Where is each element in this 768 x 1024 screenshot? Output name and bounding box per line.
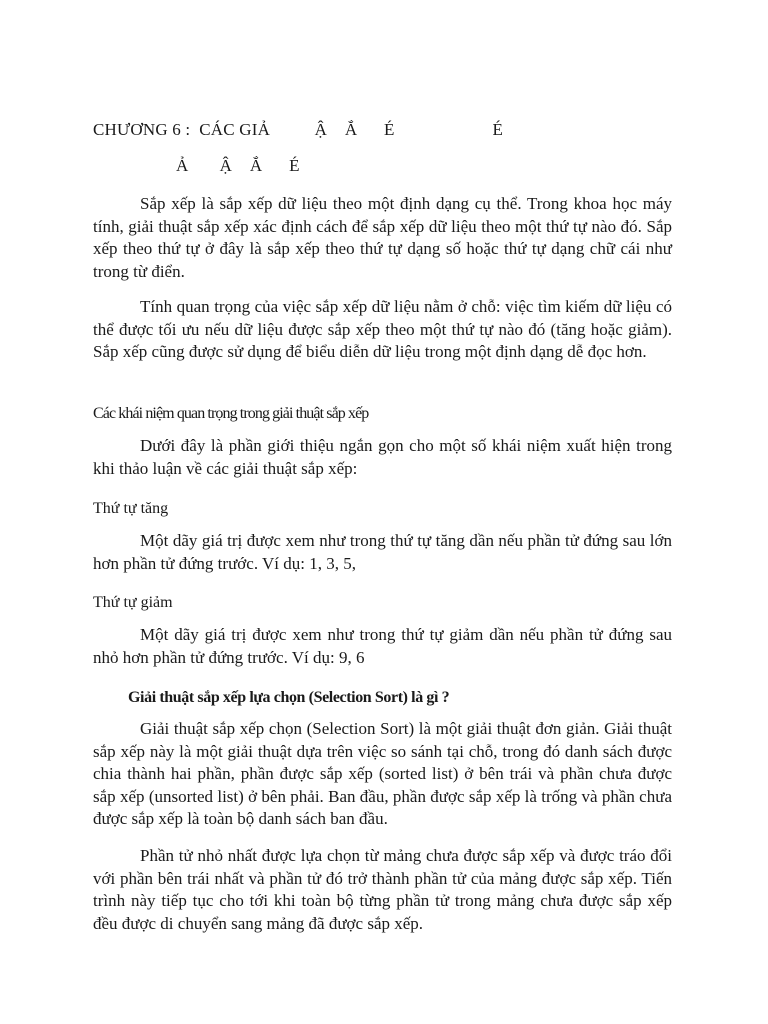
subheading-ascending-order: Thứ tự tăng bbox=[93, 500, 169, 517]
paragraph-selection-sort-process: Phần tử nhỏ nhất được lựa chọn từ mảng chưa được sắp xếp và được tráo đổi với phần bên trái nhất và phần tử đó trở thành phần tử của mảng được sắp xếp. Tiến trình này tiếp tục cho tới khi toàn bộ từng phần tử trong mảng chưa được sắp xếp đều được di chuyển sang mảng đã được sắp xếp. bbox=[93, 846, 672, 933]
chapter-title-line-1: CHƯƠNG 6 : CÁC GIẢ Ậ Ắ É É bbox=[93, 120, 504, 139]
paragraph-sorting-importance: Tính quan trọng của việc sắp xếp dữ liệu nằm ở chỗ: việc tìm kiếm dữ liệu có thể được tối ưu nếu dữ liệu được sắp xếp theo một thứ tự nào đó (tăng hoặc giảm). Sắp xếp cũng được sử dụng để biểu diễn dữ liệu trong một định dạng dễ đọc hơn. bbox=[93, 297, 672, 362]
paragraph-sorting-definition: Sắp xếp là sắp xếp dữ liệu theo một định dạng cụ thể. Trong khoa học máy tính, giải thuật sắp xếp xác định cách để sắp xếp dữ liệu theo một thứ tự nào đó. Sắp xếp theo thứ tự ở đây là sắp xếp theo thứ tự dạng số hoặc thứ tự dạng chữ cái như trong từ điển. bbox=[93, 194, 672, 281]
paragraph-selection-sort-definition: Giải thuật sắp xếp chọn (Selection Sort) là một giải thuật đơn giản. Giải thuật sắp xếp này là một giải thuật dựa trên việc so sánh tại chỗ, trong đó danh sách được chia thành hai phần, phần được sắp xếp (sorted list) ở bên trái và phần chưa được sắp xếp (unsorted list) ở bên phải. Ban đầu, phần được sắp xếp là trống và phần chưa được sắp xếp là toàn bộ danh sách ban đầu. bbox=[93, 719, 672, 829]
paragraph-descending-order: Một dãy giá trị được xem như trong thứ tự giảm dần nếu phần tử đứng sau nhỏ hơn phần tử đứng trước. Ví dụ: 9, 6 bbox=[93, 625, 672, 667]
paragraph-ascending-order: Một dãy giá trị được xem như trong thứ tự tăng dần nếu phần tử đứng sau lớn hơn phần tử đứng trước. Ví dụ: 1, 3, 5, bbox=[93, 531, 672, 573]
paragraph-concepts-intro: Dưới đây là phần giới thiệu ngắn gọn cho một số khái niệm xuất hiện trong khi thảo luận về các giải thuật sắp xếp: bbox=[93, 436, 672, 478]
subheading-descending-order: Thứ tự giảm bbox=[93, 594, 173, 611]
subheading-key-concepts: Các khái niệm quan trọng trong giải thuật sắp xếp bbox=[93, 405, 369, 422]
chapter-title-line-2: Ả Ậ Ắ É bbox=[176, 156, 300, 175]
subheading-selection-sort: Giải thuật sắp xếp lựa chọn (Selection Sort) là gì ? bbox=[128, 689, 450, 706]
